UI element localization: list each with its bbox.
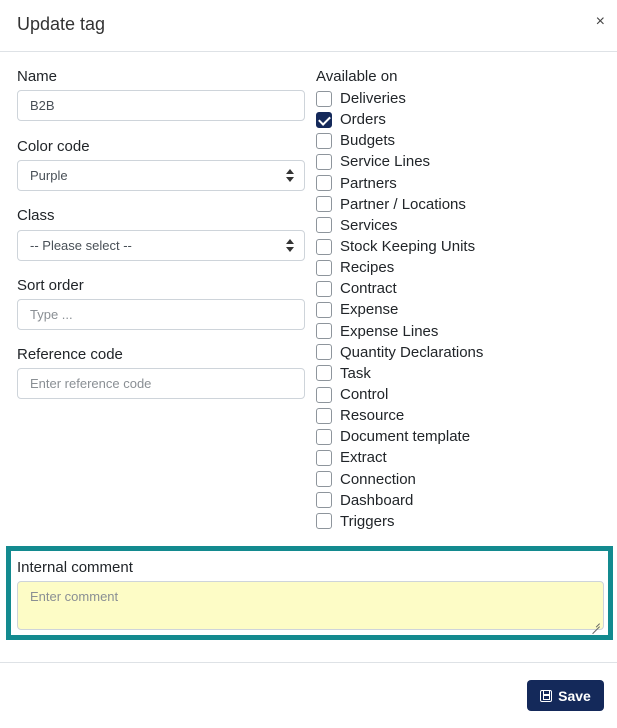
checkbox-label: Dashboard	[340, 491, 414, 509]
dialog-footer	[0, 662, 617, 728]
class-select[interactable]	[17, 230, 305, 261]
checkbox[interactable]	[316, 260, 332, 276]
checkbox-item[interactable]	[316, 321, 483, 342]
checkbox-label: Partner / Locations	[340, 195, 466, 213]
checkbox-item[interactable]	[316, 215, 483, 236]
color-code-value: Purple	[30, 168, 68, 183]
checkbox-item[interactable]	[316, 151, 483, 172]
checkbox-label: Task	[340, 364, 371, 382]
checkbox[interactable]	[316, 196, 332, 212]
color-code-label: Color code	[17, 138, 90, 155]
checkbox-item[interactable]	[316, 130, 483, 151]
checkbox-label: Contract	[340, 280, 397, 298]
checkbox-item[interactable]	[316, 299, 483, 320]
checkbox[interactable]	[316, 175, 332, 191]
checkbox-label: Recipes	[340, 259, 395, 277]
checkbox[interactable]	[316, 365, 332, 381]
chevron-updown-icon	[286, 239, 294, 252]
checkbox-label: Stock Keeping Units	[340, 238, 476, 256]
checkbox[interactable]	[316, 492, 332, 508]
checkbox[interactable]	[316, 450, 332, 466]
checkbox-item[interactable]	[316, 194, 483, 215]
sort-order-label: Sort order	[17, 277, 84, 294]
checkbox-label: Expense	[340, 301, 399, 319]
checkbox-item[interactable]	[316, 511, 483, 532]
checkbox-item[interactable]	[316, 405, 483, 426]
checkbox-label: Budgets	[340, 132, 396, 150]
checkbox-label: Document template	[340, 428, 471, 446]
checkbox-label: Quantity Declarations	[340, 343, 484, 361]
checkbox-item[interactable]	[316, 278, 483, 299]
checkbox-label: Connection	[340, 470, 416, 488]
color-code-select[interactable]	[17, 160, 305, 191]
dialog-title: Update tag	[17, 14, 106, 34]
internal-comment-section	[6, 546, 613, 640]
checkbox-item[interactable]	[316, 363, 483, 384]
checkbox-item[interactable]	[316, 490, 483, 511]
checkbox-item[interactable]	[316, 236, 483, 257]
internal-comment-label: Internal comment	[17, 559, 133, 576]
checkbox-label: Extract	[340, 449, 387, 467]
checkbox-label: Orders	[340, 111, 386, 129]
checkbox[interactable]	[316, 323, 332, 339]
checkbox-label: Expense Lines	[340, 322, 439, 340]
save-button[interactable]	[527, 680, 604, 711]
available-on-list	[316, 88, 483, 532]
checkbox-checked[interactable]	[316, 112, 332, 128]
checkbox-label: Service Lines	[340, 153, 431, 171]
checkbox[interactable]	[316, 91, 332, 107]
checkbox[interactable]	[316, 133, 332, 149]
internal-comment-textarea[interactable]	[17, 581, 604, 630]
name-label: Name	[17, 68, 58, 85]
checkbox[interactable]	[316, 217, 332, 233]
checkbox-label: Control	[340, 386, 389, 404]
checkbox-item[interactable]	[316, 173, 483, 194]
checkbox[interactable]	[316, 471, 332, 487]
checkbox-item[interactable]	[316, 342, 483, 363]
checkbox-item[interactable]	[316, 469, 483, 490]
available-on-label: Available on	[316, 68, 398, 85]
save-icon	[540, 690, 552, 702]
checkbox[interactable]	[316, 239, 332, 255]
checkbox[interactable]	[316, 387, 332, 403]
resize-handle-icon[interactable]	[592, 619, 600, 627]
class-label: Class	[17, 207, 55, 224]
checkbox[interactable]	[316, 429, 332, 445]
checkbox-item[interactable]	[316, 257, 483, 278]
checkbox-label: Triggers	[340, 512, 395, 530]
checkbox-item[interactable]	[316, 109, 483, 130]
class-value: -- Please select --	[30, 238, 132, 253]
checkbox[interactable]	[316, 281, 332, 297]
checkbox-label: Deliveries	[340, 90, 406, 108]
checkbox[interactable]	[316, 513, 332, 529]
checkbox[interactable]	[316, 344, 332, 360]
checkbox-label: Services	[340, 216, 398, 234]
sort-order-input[interactable]	[17, 299, 305, 330]
reference-code-label: Reference code	[17, 346, 123, 363]
dialog-header	[0, 0, 617, 52]
checkbox-label: Partners	[340, 174, 397, 192]
checkbox-item[interactable]	[316, 384, 483, 405]
checkbox-item[interactable]	[316, 88, 483, 109]
checkbox[interactable]	[316, 408, 332, 424]
checkbox-item[interactable]	[316, 426, 483, 447]
checkbox-label: Resource	[340, 407, 405, 425]
checkbox-item[interactable]	[316, 447, 483, 468]
name-input[interactable]	[17, 90, 305, 121]
chevron-updown-icon	[286, 169, 294, 182]
checkbox[interactable]	[316, 302, 332, 318]
save-button-label: Save	[558, 687, 591, 704]
reference-code-input[interactable]	[17, 368, 305, 399]
checkbox[interactable]	[316, 154, 332, 170]
close-icon[interactable]: ×	[595, 13, 605, 30]
